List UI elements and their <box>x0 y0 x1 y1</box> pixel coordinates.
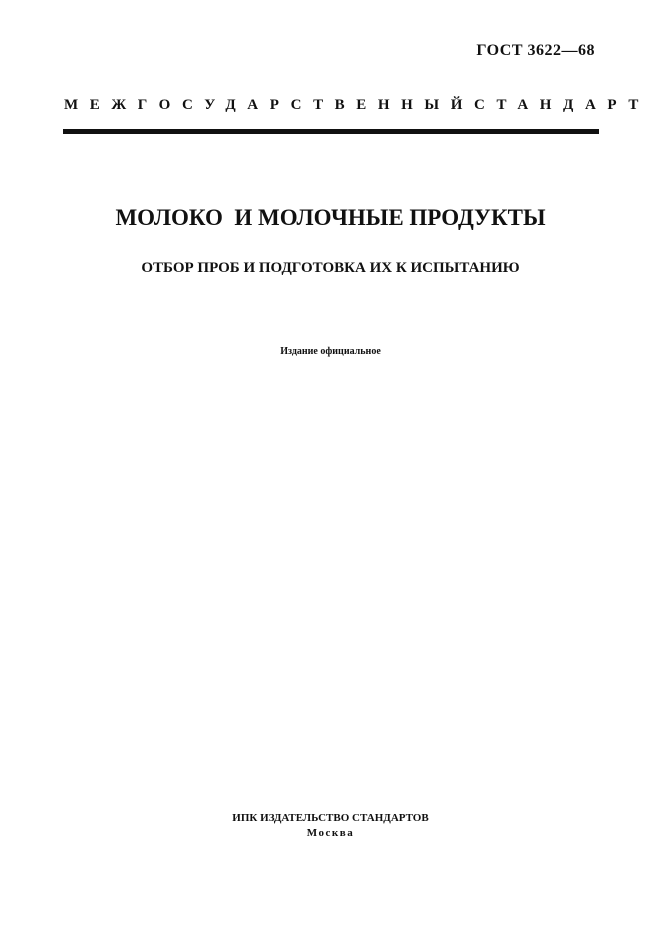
document-subtitle: ОТБОР ПРОБ И ПОДГОТОВКА ИХ К ИСПЫТАНИЮ <box>141 260 520 276</box>
standard-type-heading <box>64 97 650 114</box>
document-title: МОЛОКО И МОЛОЧНЫЕ ПРОДУКТЫ <box>115 205 546 230</box>
standard-type-word-interstate: МЕЖГОСУДАРСТВЕННЫЙ <box>64 97 475 113</box>
header-divider <box>63 129 599 134</box>
publisher-name: ИПК ИЗДАТЕЛЬСТВО СТАНДАРТОВ <box>232 812 429 824</box>
publisher-city: Москва <box>306 827 355 839</box>
standard-type-word-standard: СТАНДАРТ <box>474 97 650 113</box>
document-number: ГОСТ 3622—68 <box>476 42 595 59</box>
edition-note: Издание официальное <box>280 346 381 357</box>
